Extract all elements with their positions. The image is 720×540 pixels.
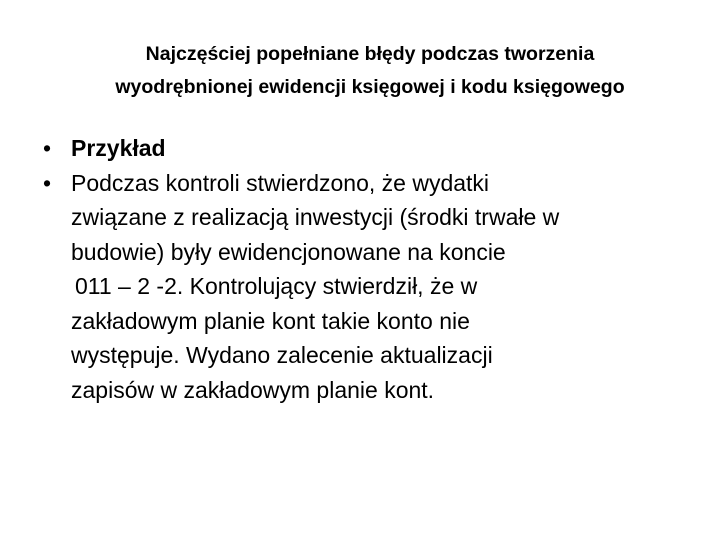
bullet-text-line: Podczas kontroli stwierdzono, że wydatki — [71, 169, 490, 196]
bullet-text-line: występuje. Wydano zalecenie aktualizacji — [71, 342, 493, 368]
bullet-text-line: zakładowym planie kont takie konto nie — [71, 307, 470, 334]
slide-title — [40, 38, 700, 104]
bullet-heading: Przykład — [71, 135, 166, 161]
slide-title-line-2: wyodrębnionej ewidencji księgowej i kodu księgowego — [115, 76, 625, 98]
bullet-text-line: budowie) były ewidencjonowane na koncie — [71, 238, 506, 265]
bullet-marker: • — [43, 135, 52, 161]
bullet-text-line: związane z realizacją inwestycji (środki trwałe w — [71, 204, 560, 230]
slide-title-line-1: Najczęściej popełniane błędy podczas tworzenia — [145, 43, 595, 65]
bullet-item-description — [43, 166, 693, 408]
slide-content — [43, 131, 693, 407]
bullet-text-line: 011 – 2 -2. Kontrolujący stwierdził, że w — [75, 273, 478, 299]
bullet-marker: • — [43, 169, 52, 196]
bullet-text-line: zapisów w zakładowym planie kont. — [71, 376, 435, 403]
bullet-item-example — [43, 131, 693, 166]
